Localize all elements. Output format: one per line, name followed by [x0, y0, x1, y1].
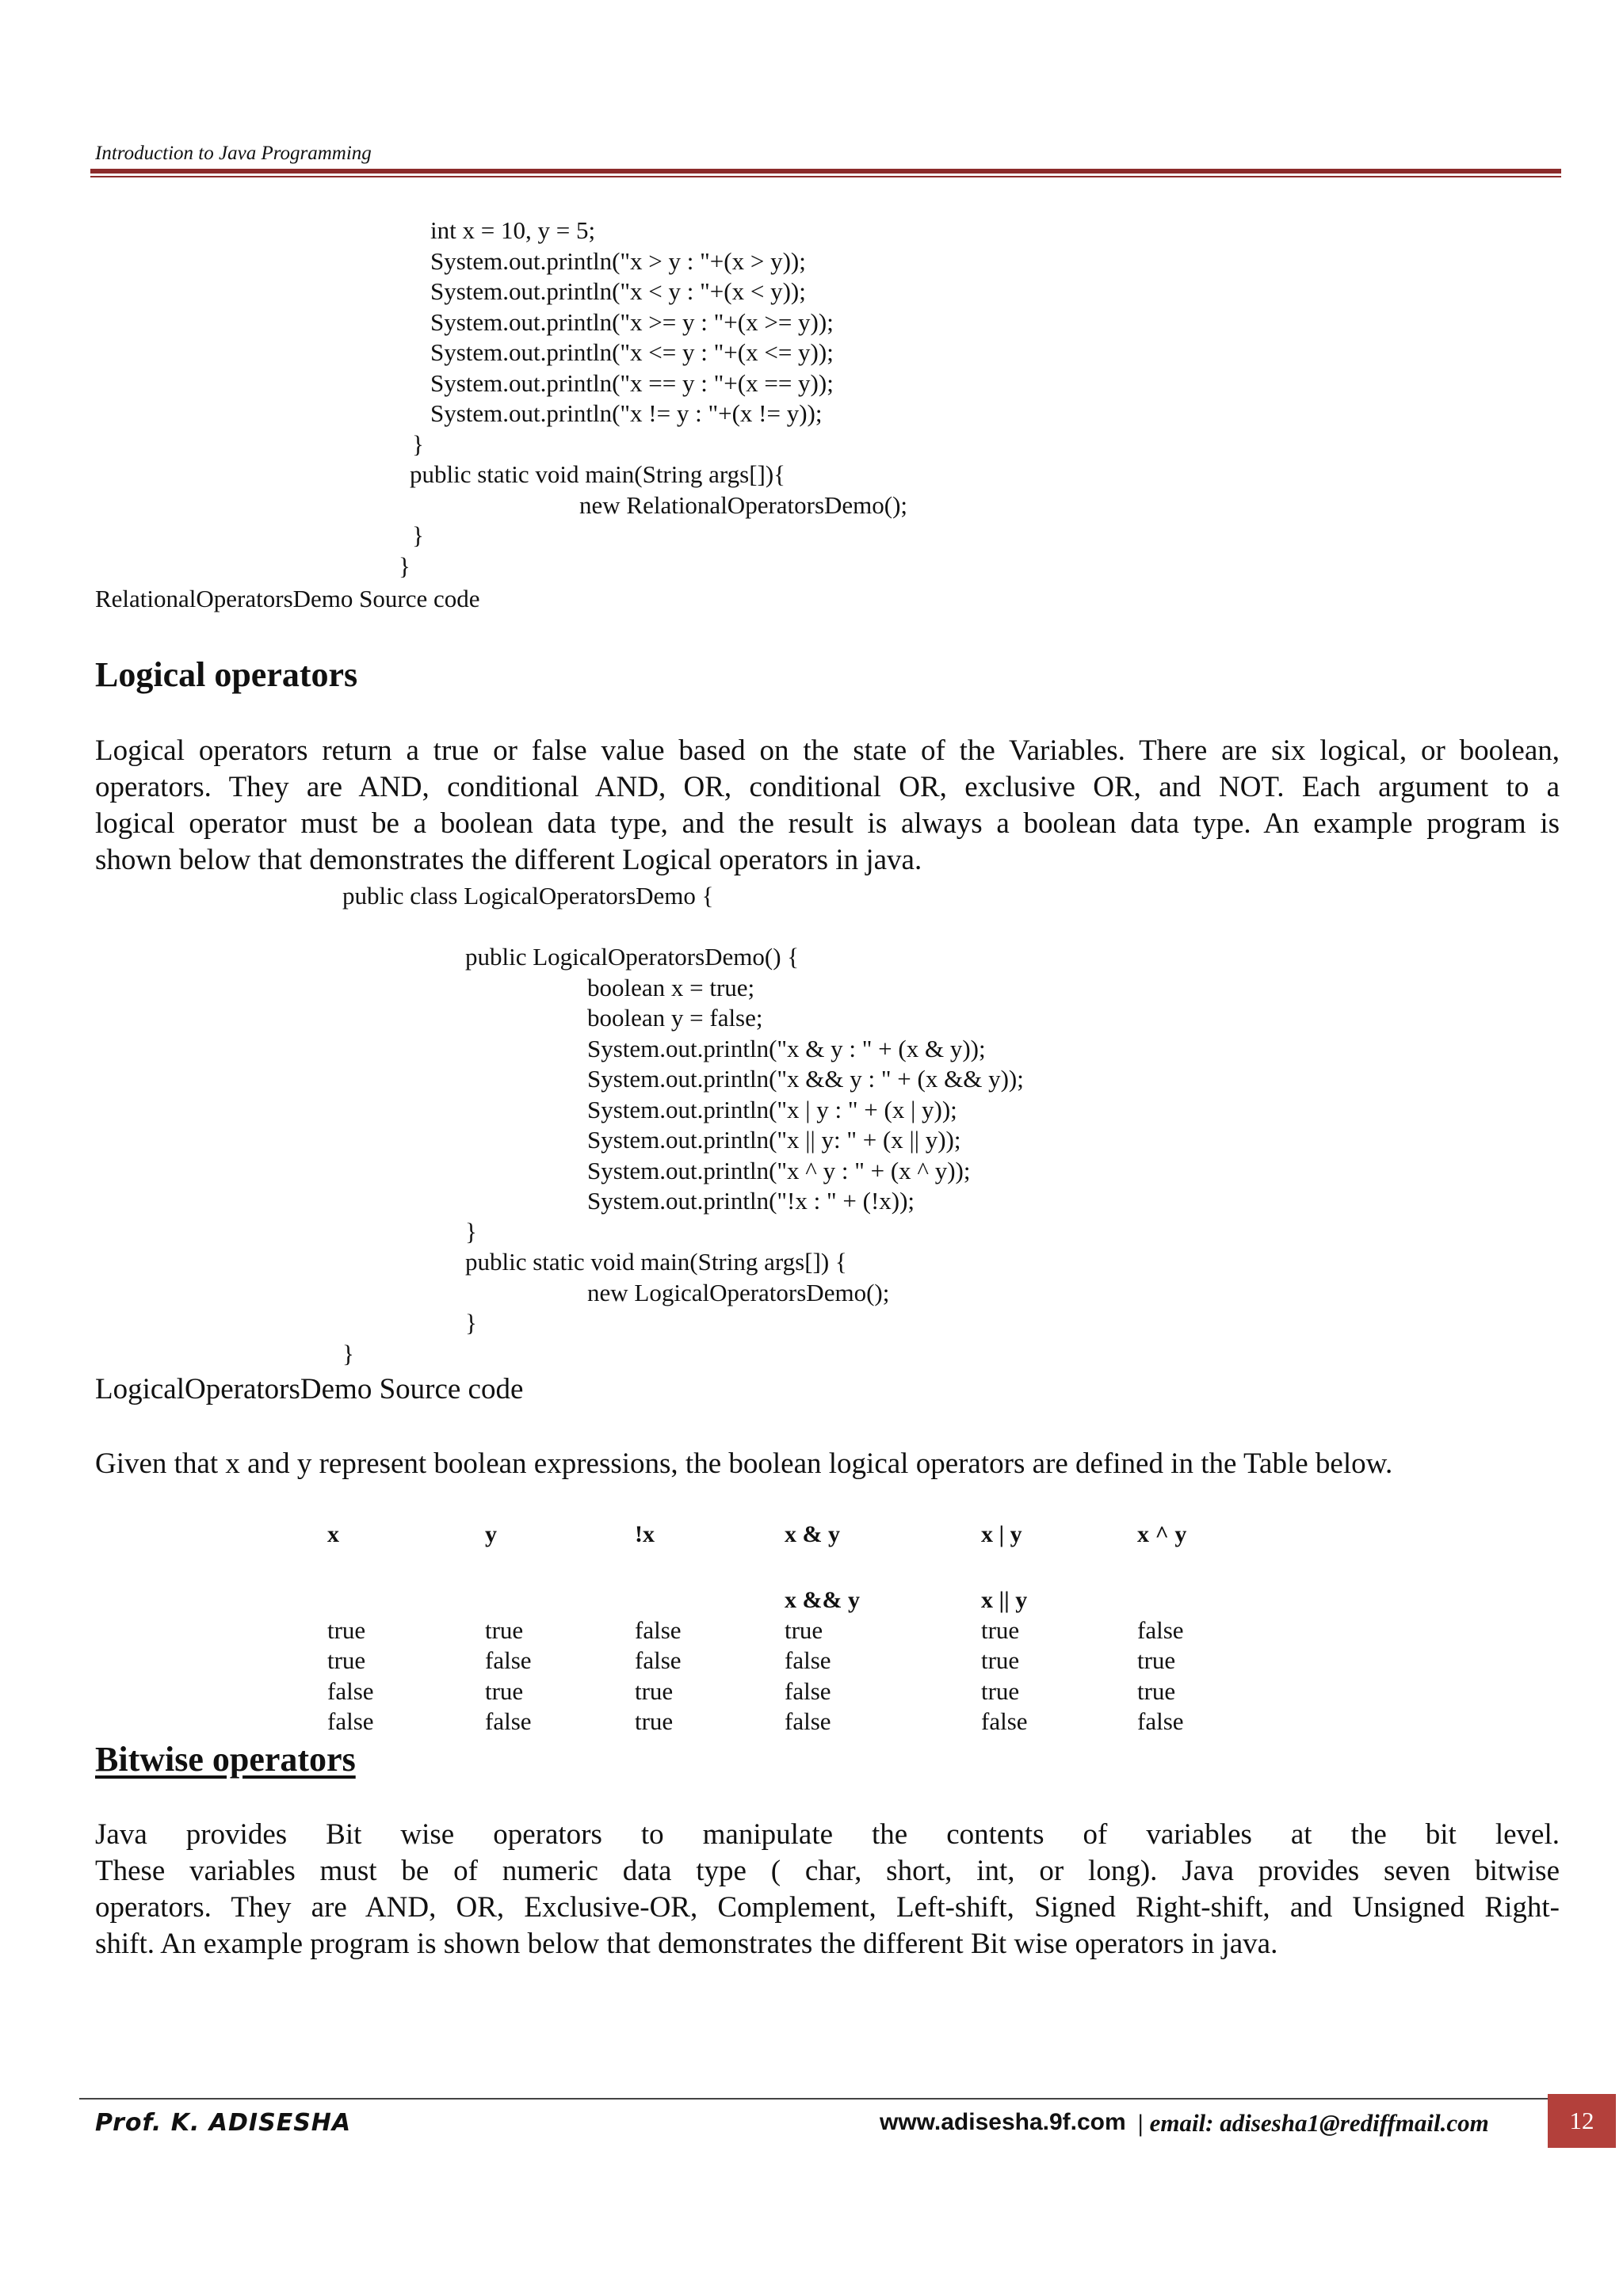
section-heading-logical: Logical operators: [95, 655, 358, 694]
code-line: System.out.println("x && y : " + (x && y));: [587, 1065, 1024, 1093]
code-line: boolean y = false;: [587, 1004, 763, 1032]
paragraph-line: operators. They are AND, OR, Exclusive-OR, Complement, Left-shift, Signed Right-shift, and Unsigned Right-: [95, 1891, 1560, 1924]
table-cell: false: [1137, 1616, 1184, 1644]
paragraph-line: Java provides Bit wise operators to manipulate the contents of variables at the bit level.: [95, 1818, 1560, 1851]
table-header: x & y: [785, 1521, 840, 1547]
table-cell: true: [1137, 1677, 1176, 1705]
code-line: System.out.println("!x : " + (!x));: [587, 1187, 915, 1215]
table-cell: false: [1137, 1707, 1184, 1735]
table-header: x | y: [981, 1521, 1022, 1547]
table-cell: true: [981, 1646, 1020, 1674]
table-cell: false: [635, 1646, 682, 1674]
paragraph-line: operators. They are AND, conditional AND, OR, conditional OR, exclusive OR, and NOT. Each argument to a: [95, 771, 1560, 803]
table-cell: false: [635, 1616, 682, 1644]
table-cell: false: [485, 1646, 532, 1674]
code-line: System.out.println("x || y: " + (x || y));: [587, 1126, 961, 1154]
code-caption: RelationalOperatorsDemo Source code: [95, 585, 480, 612]
footer-author: Prof. K. ADISESHA: [95, 2109, 352, 2137]
table-cell: false: [327, 1677, 374, 1705]
table-subheader: x || y: [981, 1587, 1028, 1613]
table-cell: true: [327, 1646, 366, 1674]
table-cell: true: [635, 1677, 674, 1705]
code-line: }: [412, 430, 424, 458]
code-line: System.out.println("x > y : "+(x > y));: [430, 247, 806, 275]
table-cell: false: [785, 1646, 831, 1674]
paragraph-line: These variables must be of numeric data type ( char, short, int, or long). Java provides seven bitwise: [95, 1855, 1560, 1887]
footer-email-link[interactable]: | email: adisesha1@rediffmail.com: [1138, 2109, 1489, 2137]
code-line: System.out.println("x >= y : "+(x >= y));: [430, 308, 834, 336]
header-rule-thin: [90, 176, 1561, 177]
code-line: boolean x = true;: [587, 974, 755, 1001]
footer-rule: [79, 2098, 1553, 2100]
code-line: System.out.println("x != y : "+(x != y));: [430, 399, 823, 427]
code-line: }: [465, 1309, 477, 1337]
table-header: y: [485, 1521, 497, 1547]
paragraph-line: shift. An example program is shown below that demonstrates the different Bit wise operators in java.: [95, 1928, 1278, 1960]
code-line: public class LogicalOperatorsDemo {: [342, 882, 714, 910]
code-line: public LogicalOperatorsDemo() {: [465, 943, 800, 971]
code-line: public static void main(String args[]) {: [465, 1248, 847, 1276]
table-header: x: [327, 1521, 339, 1547]
page-number-badge: 12: [1548, 2094, 1616, 2148]
code-line: System.out.println("x & y : " + (x & y));: [587, 1035, 986, 1062]
code-line: public static void main(String args[]){: [410, 460, 786, 488]
table-subheader: x && y: [785, 1587, 860, 1613]
table-header: !x: [635, 1521, 655, 1547]
table-cell: true: [635, 1707, 674, 1735]
bitwise-paragraph: [95, 1817, 1560, 1962]
table-cell: false: [785, 1707, 831, 1735]
table-cell: true: [1137, 1646, 1176, 1674]
code-line: }: [412, 521, 424, 549]
table-header: x ^ y: [1137, 1521, 1187, 1547]
logical-paragraph: [95, 733, 1560, 879]
code-line: System.out.println("x <= y : "+(x <= y));: [430, 338, 834, 366]
code-line: int x = 10, y = 5;: [430, 216, 596, 244]
table-cell: true: [981, 1616, 1020, 1644]
code-line: }: [465, 1218, 477, 1245]
code-caption: LogicalOperatorsDemo Source code: [95, 1373, 524, 1405]
table-cell: false: [981, 1707, 1028, 1735]
table-cell: true: [327, 1616, 366, 1644]
code-line: }: [399, 552, 411, 580]
header-rule: [90, 169, 1561, 174]
code-line: System.out.println("x ^ y : " + (x ^ y));: [587, 1157, 971, 1184]
code-line: }: [342, 1340, 354, 1367]
table-intro: Given that x and y represent boolean expressions, the boolean logical operators are defined in the Table below.: [95, 1447, 1393, 1480]
footer-website-link[interactable]: www.adisesha.9f.com: [880, 2109, 1126, 2135]
paragraph-line: Logical operators return a true or false value based on the state of the Variables. There are six logical, or boolean,: [95, 734, 1560, 767]
running-header: Introduction to Java Programming: [95, 143, 372, 164]
paragraph-line: logical operator must be a boolean data type, and the result is always a boolean data type. An example program is: [95, 807, 1560, 840]
code-line: new RelationalOperatorsDemo();: [579, 491, 908, 519]
code-line: System.out.println("x | y : " + (x | y));: [587, 1096, 957, 1123]
table-cell: false: [485, 1707, 532, 1735]
table-cell: false: [785, 1677, 831, 1705]
table-cell: true: [485, 1677, 524, 1705]
code-line: System.out.println("x < y : "+(x < y));: [430, 277, 806, 305]
table-cell: true: [785, 1616, 823, 1644]
code-line: System.out.println("x == y : "+(x == y));: [430, 369, 834, 397]
table-cell: true: [981, 1677, 1020, 1705]
table-cell: false: [327, 1707, 374, 1735]
section-heading-bitwise: Bitwise operators: [95, 1740, 356, 1779]
code-line: new LogicalOperatorsDemo();: [587, 1279, 890, 1306]
paragraph-line: shown below that demonstrates the different Logical operators in java.: [95, 844, 922, 876]
table-cell: true: [485, 1616, 524, 1644]
